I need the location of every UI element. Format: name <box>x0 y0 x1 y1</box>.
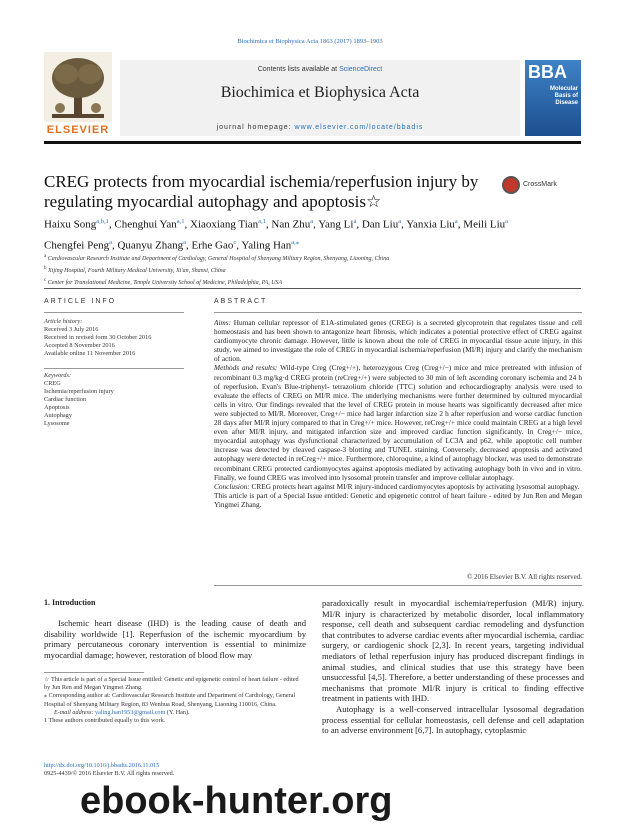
footnote-star: ☆ This article is part of a Special Issue entitled: Genetic and epigenetic control of heart failure - edited by Jun Ren and Megan Yingmei Zhang. <box>44 676 299 692</box>
right-paragraph-2: Autophagy is a well-conserved intracellular lysosomal degradation process essential for cellular homeostasis, cell defense and cell adaptation to an adverse environment [6,7]. In autophagy, cytoplasmic <box>322 703 584 736</box>
cover-subtitle-1: Molecular <box>549 86 578 92</box>
crossmark-icon[interactable] <box>502 176 520 194</box>
author-list <box>44 213 584 254</box>
author-name: Meili Liu <box>463 218 506 231</box>
keyword-item: Apoptosis <box>44 404 70 411</box>
right-column <box>322 598 584 736</box>
contents-prefix: Contents lists available at <box>257 66 340 73</box>
author-affiliation-marker: a <box>505 218 509 225</box>
publisher-name: ELSEVIER <box>46 124 110 136</box>
cover-subtitle-2: Basis of <box>554 93 578 99</box>
author-affiliation-marker: c <box>233 238 237 246</box>
keyword-item: Lysosome <box>44 420 70 427</box>
author-affiliation-marker: a,1 <box>176 218 185 225</box>
affiliation-text: Cardiovascular Research Institute and Department of Cardiology, General Hospital of Shenyang Military Region, Shenyang, Liaoning, China <box>47 256 390 262</box>
cover-title: BBA <box>528 62 567 82</box>
footnote-equal: 1 These authors contributed equally to this work. <box>44 717 166 725</box>
crossmark-label[interactable]: CrossMark <box>523 181 557 188</box>
author-affiliation-marker: a <box>183 238 187 246</box>
author-affiliation-marker: a <box>454 218 458 225</box>
affiliation-text: Xijing Hospital, Fourth Military Medical University, Xi'an, Shanxi, China <box>48 268 226 274</box>
journal-name: Biochimica et Biophysica Acta <box>220 84 420 101</box>
intro-paragraph: Ischemic heart disease (IHD) is the leading cause of death and disability worldwide [1]. Reperfusion of the ischemic myocardium by primary percutaneous coronary intervention is essential to minimize myocardial damage; however, restoration of blood flow may <box>44 618 306 660</box>
email-label: E-mail address: <box>54 708 94 716</box>
abstract-rule <box>214 312 582 313</box>
affiliation-marker: c <box>44 278 47 283</box>
author-affiliation-marker: a <box>398 218 402 225</box>
footnote-rule <box>44 672 144 673</box>
abstract-heading: ABSTRACT <box>214 298 268 305</box>
author-name: Yang Li <box>318 218 354 231</box>
copyright: © 2016 Elsevier B.V. All rights reserved. <box>466 573 582 581</box>
affiliation-text: Center for Translational Medicine, Temple University School of Medicine, Philadelphia, PA, USA <box>47 280 283 286</box>
keyword-item: Ischemia/reperfusion injury <box>44 388 114 395</box>
article-info-heading: ARTICLE INFO <box>44 298 117 305</box>
author-name: Dan Liu <box>361 218 399 231</box>
author-name: Haixu Song <box>44 218 97 231</box>
footnote-corresponding: ⁎ Corresponding author at: Cardiovascular Research Institute and Department of Cardiology, General Hospital of Shenyang Military Region, 83 Wenhua Road, Shenyang, Liaoning 110016, China. <box>44 692 296 708</box>
author-name: Nan Zhu <box>271 218 311 231</box>
left-column <box>44 618 306 660</box>
affiliation <box>44 276 584 288</box>
footer-info <box>44 762 306 779</box>
history-label: Article history: <box>44 318 83 325</box>
history-item: Available online 11 November 2016 <box>44 350 136 357</box>
intro-heading: 1. Introduction <box>44 598 96 607</box>
keywords-rule <box>44 368 184 369</box>
right-paragraph-1: paradoxically result in myocardial ischemia/reperfusion (MI/R) injury. MI/R injury is characterized by metabolic disorder, local inflammatory response, cell death and subsequent cardiac remodeling and dysfunction that contributes to adverse cardiac events after myocardial ischemia, cardiac surgery, or cardiogenic shock [2,3]. In recent years, targeting individual mediators of lethal reperfusion injury has produced discrepant findings in animal studies, and clinical studies that use this strategy have been unsuccessful [4,5]. Therefore, a better understanding of these processes and mechanisms that promote MI/R injury is critical to finding effective treatment in patients with IHD. <box>322 598 584 704</box>
contents-line <box>120 66 520 73</box>
keywords-label: Keywords: <box>44 372 72 379</box>
methods-label: Methods and results: <box>214 363 278 373</box>
author-name: Erhe Gao <box>191 239 234 252</box>
section-divider <box>44 288 581 289</box>
cover-subtitle <box>532 86 578 107</box>
author-affiliation-marker: a,b,1 <box>96 218 109 225</box>
header-divider <box>44 141 581 144</box>
doi-link[interactable]: http://dx.doi.org/10.1016/j.bbadis.2016.11.015 <box>44 762 160 769</box>
author-affiliation-marker: a <box>353 218 357 225</box>
author-affiliation-marker: a <box>109 238 112 246</box>
author-name: Chenghui Yan <box>114 218 177 231</box>
special-issue-note: This article is part of a Special Issue entitled: Genetic and epigenetic control of heart failure - edited by Jun Ren and Megan Yingmei Zhang. <box>214 490 582 509</box>
sciencedirect-link[interactable]: ScienceDirect <box>339 66 383 73</box>
affiliation-marker: a <box>44 254 47 259</box>
abstract-body <box>214 318 582 509</box>
email-suffix: (Y. Han). <box>166 708 190 716</box>
homepage-url-link[interactable]: www.elsevier.com/locate/bbadis <box>294 124 424 131</box>
author-affiliation-marker: a,⁎ <box>291 238 300 246</box>
cover-subtitle-3: Disease <box>555 100 578 106</box>
history-item: Accepted 8 November 2016 <box>44 342 115 349</box>
email-link[interactable]: yaling.han1953@gmail.com <box>95 708 166 716</box>
keyword-item: Cardiac function <box>44 396 87 403</box>
article-info-rule <box>44 312 184 313</box>
conclusion-label: Conclusion: <box>214 481 250 491</box>
author-name: Xiaoxiang Tian <box>190 218 259 231</box>
abstract-end-rule <box>214 585 582 586</box>
author-affiliation-marker: a <box>310 218 314 225</box>
author-name: Chengfei Peng <box>44 239 110 252</box>
article-title: CREG protects from myocardial ischemia/reperfusion injury by regulating myocardial autophagy and apoptosis☆ <box>44 172 479 211</box>
article-history <box>44 318 184 358</box>
author-line-2: Chengfei Peng$^a$, Quanyu Zhang$^a$, Erhe Gao$^c$, Yaling Han$^{a,⁎}$ <box>44 238 300 252</box>
aims-text: Human cellular repressor of E1A-stimulated genes (CREG) is a secreted glycoprotein that regulates tissue and cell homeostasis and has been shown to antagonize heart fibrosis, which indicates a potential protective effect of CREG against cardiomyocyte chronic damage. However, little is known about the role of CREG in myocardial tissue acute injury, in this study, we aimed to investigate the role of CREG in myocardial ischemia/reperfusion (MI/R) injury and clarify the mechanism of action. <box>214 318 582 364</box>
watermark-text: ebook-hunter.org <box>80 780 393 822</box>
keyword-item: CREG <box>44 380 61 387</box>
keywords-block <box>44 372 184 428</box>
affiliation-list <box>44 252 584 288</box>
author-name: Yaling Han <box>241 239 292 252</box>
history-item: Received 3 July 2016 <box>44 326 99 333</box>
homepage-prefix: journal homepage: <box>216 124 295 131</box>
history-list <box>44 326 184 358</box>
affiliation-marker: b <box>44 266 47 271</box>
aims-label: Aims: <box>214 318 232 327</box>
journal-citation: Biochimica et Biophysica Acta 1863 (2017) 1893–1903 <box>237 38 383 45</box>
affiliation <box>44 264 584 276</box>
conclusion-text: CREG protects heart against MI/R injury-induced cardiomyocytes apoptosis by activating lysosomal autophagy. <box>251 481 580 491</box>
history-item: Received in revised form 30 October 2016 <box>44 334 152 341</box>
keyword-item: Autophagy <box>44 412 72 419</box>
keywords-list <box>44 380 184 428</box>
methods-text: Wild-type Creg (Creg+/+), heterozygous Creg (Creg+/−) mice and mice pretreated with infusion of recombinant 0.3 mg/kg·d CREG protein (reCreg+/+) were subjected to 30 min of left ascending coronary ischemia and 24 h of reperfusion. Evan's Blue-triphenyl- tetrazolium chloride (TTC) solution and echocardiography analysis were used to evaluate the effects of CREG on MI/R mice. The underlying mechanisms were further determined by cultured myocardial cells in vitro. Our findings revealed that the level of CREG protein in mouse hearts was significantly decreased after mice were subjected to MI/R. Moreover, Creg+/− mice had larger infarction size 2 h after reperfusion and worse cardiac function 28 days after MI/R injury compared to that in Creg+/+ mice. However, reCreg+/+ mice could maintain CREG at a high level even after MI/R injury, and mitigated infarction size and improved cardiac function significantly. In Creg+/− mice, myocardial autophagy was dysfunctional characterized by accumulation of LC3A and p62, while apoptotic cell number increase was detected by cleaved caspase-3 blotting and TUNEL staining. Conversely, decreased apoptosis and activated autophagy were detected in reCreg+/+ mice. Furthermore, chloroquine, a kind of autophagy blocker, was used to demonstrate recombinant CREG protected cardiomyocytes against apoptosis mediated by activating autophagy both in vivo and in vitro. Finally, we found CREG was involved into lysosomal protein transfer and improve cellular autophagy. <box>214 363 582 482</box>
author-name: Yanxia Liu <box>406 218 455 231</box>
author-line-1: Haixu Song$^{a,b,1}$, Chenghui Yan$^{a,1}$, Xiaoxiang Tian$^{a,1}$, Nan Zhu$^a$, Yang Li$^a$, Dan Liu$^a$, Yanxia Liu$^a$, Meili Liu$^a$ <box>44 218 509 231</box>
issn-line: 0925-4439/© 2016 Elsevier B.V. All rights reserved. <box>44 770 175 778</box>
author-name: Quanyu Zhang <box>117 239 184 252</box>
homepage-line <box>120 124 520 131</box>
footnotes <box>44 676 306 725</box>
affiliation <box>44 252 584 264</box>
author-affiliation-marker: a,1 <box>258 218 266 225</box>
